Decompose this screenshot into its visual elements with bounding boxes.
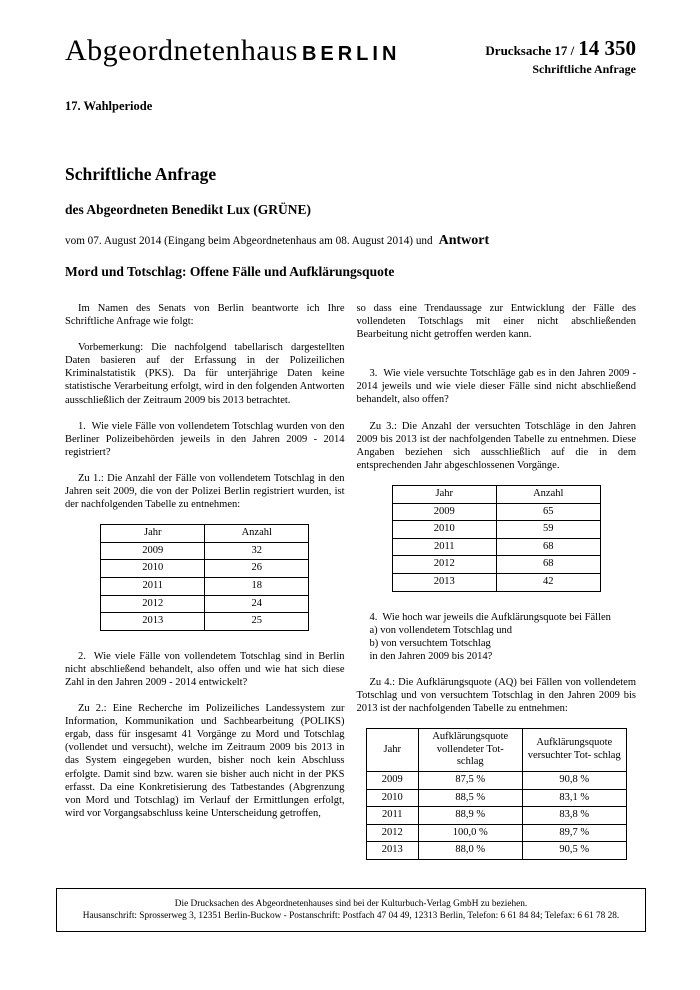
drucksache-label: Drucksache 17 /: [485, 43, 575, 58]
left-column: [65, 302, 345, 879]
table-cell: 2012: [366, 824, 418, 842]
table-cell: 88,5 %: [418, 789, 522, 807]
table-cell: 32: [205, 542, 309, 560]
document-header: [0, 0, 700, 77]
table-header-cell: Aufklärungsquote vollendeter Tot- schlag: [418, 729, 522, 772]
table-cell: 89,7 %: [522, 824, 626, 842]
table-cell: 26: [205, 560, 309, 578]
table-row: [101, 595, 309, 613]
table-cell: 18: [205, 578, 309, 596]
table-cell: 2011: [366, 807, 418, 825]
table-row: [101, 613, 309, 631]
table-header-row: [366, 729, 626, 772]
table-completed-homicides: [100, 524, 309, 631]
table-cell: 87,5 %: [418, 771, 522, 789]
table-cell: 2013: [101, 613, 205, 631]
table-cell: 2011: [392, 538, 496, 556]
table-row: [392, 521, 600, 539]
table-attempted-homicides: [392, 485, 601, 592]
document-subtype: Schriftliche Anfrage: [532, 62, 636, 76]
table-row: [392, 503, 600, 521]
brand-sans-text: BERLIN: [301, 43, 401, 65]
date-text: vom 07. August 2014 (Eingang beim Abgeordnetenhaus am 08. August 2014) und: [65, 235, 433, 247]
preliminary-remark: Vorbemerkung: Die nachfolgend tabellarisch dargestellten Daten basieren auf der Erfassung in der Polizeilichen Kriminalstatistik (PKS). Da für unterjährige Daten keine statistische Verarbeitung erfolgt, wird in den folgenden Antworten ausschließlich der Zeitraum 2009 bis 2013 betrachtet.: [65, 342, 345, 406]
table-cell: 2013: [366, 842, 418, 860]
drucksache-number: 14 350: [578, 36, 636, 60]
parliament-logo: [65, 34, 400, 68]
table-cell: 2009: [366, 771, 418, 789]
table-cell: 2012: [101, 595, 205, 613]
table-cell: 2009: [101, 542, 205, 560]
table-cell: 2010: [101, 560, 205, 578]
table-cell: 88,0 %: [418, 842, 522, 860]
drucksache-line: [485, 36, 636, 61]
table-row: [366, 807, 626, 825]
table-row: [101, 560, 309, 578]
date-line: [65, 233, 635, 249]
table-cell: 2013: [392, 573, 496, 591]
table-row: [366, 824, 626, 842]
table-cell: 2010: [392, 521, 496, 539]
footer-line-1: Die Drucksachen des Abgeordnetenhauses sind bei der Kulturbuch-Verlag GmbH zu beziehen.: [174, 899, 528, 909]
answer-3: Zu 3.: Die Anzahl der versuchten Totschläge in den Jahren 2009 bis 2013 ist der nachfolgenden Tabelle zu entnehmen. Diese Angaben beziehen sich ausschließlich auf die in dem entsprechenden Jahr abgeschlossenen Vorgänge.: [356, 420, 636, 471]
table-cell: 90,5 %: [522, 842, 626, 860]
table-cell: 2012: [392, 556, 496, 574]
table-header-cell: Aufklärungsquote versuchter Tot- schlag: [522, 729, 626, 772]
table-header-cell: Jahr: [101, 525, 205, 543]
brand-serif-text: Abgeordnetenhaus: [65, 34, 298, 67]
title-block: [0, 164, 700, 280]
document-reference: [485, 36, 636, 77]
question-4-intro: 4. Wie hoch war jeweils die Aufklärungsquote bei Fällen: [369, 611, 611, 623]
table-header-cell: Anzahl: [205, 525, 309, 543]
answer-2-continued: so dass eine Trendaussage zur Entwicklung der Fälle des vollendeten Totschlags mit einer nicht abschließenden Bearbeitung nicht getroffen werden kann.: [356, 303, 636, 341]
answer-label: Antwort: [438, 233, 490, 248]
footer-box: [56, 888, 646, 932]
table-row: [366, 842, 626, 860]
election-period: 17. Wahlperiode: [65, 99, 153, 113]
question-3: 3. Wie viele versuchte Totschläge gab es in den Jahren 2009 - 2014 jeweils und wie viele dieser Fälle sind nicht abschließend behandelt, also offen?: [356, 368, 636, 406]
table-clearance-rates: [366, 728, 627, 860]
table-row: [392, 538, 600, 556]
question-4-item-c: in den Jahren 2009 bis 2014?: [369, 650, 493, 662]
body-columns: [0, 302, 700, 879]
table-row: [366, 771, 626, 789]
author-line: des Abgeordneten Benedikt Lux (GRÜNE): [65, 202, 312, 217]
table-cell: 65: [496, 503, 600, 521]
table-cell: 2011: [101, 578, 205, 596]
page-title: Schriftliche Anfrage: [65, 164, 217, 184]
table-header-cell: Jahr: [366, 729, 418, 772]
intro-paragraph: Im Namen des Senats von Berlin beantworte ich Ihre Schriftliche Anfrage wie folgt:: [65, 303, 345, 328]
table-cell: 90,8 %: [522, 771, 626, 789]
table-cell: 24: [205, 595, 309, 613]
table-cell: 100,0 %: [418, 824, 522, 842]
table-cell: 42: [496, 573, 600, 591]
table-cell: 68: [496, 556, 600, 574]
question-2: 2. Wie viele Fälle von vollendetem Totschlag sind in Berlin nicht abschließend behandelt, also offen und wie hat sich diese Zahl in den Jahren 2009 - 2014 entwickelt?: [65, 650, 345, 688]
question-4: [357, 611, 637, 663]
table-cell: 2009: [392, 503, 496, 521]
table-row: [101, 542, 309, 560]
table-cell: 2010: [366, 789, 418, 807]
answer-2: Zu 2.: Eine Recherche im Polizeiliches Landessystem zur Information, Kommunikation und Sachbearbeitung (POLIKS) ergab, dass für insgesamt 41 Vorgänge zu Mord und Totschlag (vollendet und versucht), welche im Zeitraum 2009 bis 2013 in das System eingegeben wurden, bisher noch kein Abschluss erfolgte. Damit sind bzw. waren sie bisher auch nicht in der PKS erfasst. Da eine Konkretisierung des Tatbestandes (Abgrenzung von Mord und Totschlag) im Verlauf der Ermittlungen erfolgt, wird vor Vorgangsabschluss keine Unterscheidung getroffen,: [65, 703, 345, 819]
table-header-row: [101, 525, 309, 543]
table-header-row: [392, 485, 600, 503]
table-cell: 83,1 %: [522, 789, 626, 807]
table-cell: 83,8 %: [522, 807, 626, 825]
table-row: [101, 578, 309, 596]
table-cell: 88,9 %: [418, 807, 522, 825]
question-1: 1. Wie viele Fälle von vollendetem Totschlag wurden von den Berliner Polizeibehörden jeweils in den Jahren 2009 - 2014 registriert?: [65, 420, 345, 458]
table-cell: 25: [205, 613, 309, 631]
table-row: [392, 556, 600, 574]
question-4-item-a: a) von vollendetem Totschlag und: [369, 624, 513, 636]
question-4-item-b: b) von versuchtem Totschlag: [369, 637, 491, 649]
table-cell: 59: [496, 521, 600, 539]
answer-1: Zu 1.: Die Anzahl der Fälle von vollendetem Totschlag in den Jahren seit 2009, die von der Polizei Berlin registriert wurden, ist der nachfolgenden Tabelle zu entnehmen:: [65, 472, 345, 511]
right-column: [357, 302, 637, 879]
table-header-cell: Jahr: [392, 485, 496, 503]
table-row: [366, 789, 626, 807]
table-cell: 68: [496, 538, 600, 556]
table-row: [392, 573, 600, 591]
table-header-cell: Anzahl: [496, 485, 600, 503]
answer-4: Zu 4.: Die Aufklärungsquote (AQ) bei Fällen von vollendetem Totschlag und von versuchtem Totschlag in den Jahren 2009 bis 2013 ist der nachfolgenden Tabelle zu entnehmen:: [356, 676, 636, 715]
subject-title: Mord und Totschlag: Offene Fälle und Aufklärungsquote: [65, 264, 395, 279]
footer-line-2: Hausanschrift: Sprosserweg 3, 12351 Berlin-Buckow - Postanschrift: Postfach 47 04 49, 12313 Berlin, Telefon: 6 61 84 84; Telefax: 6 61 78 28.: [82, 911, 620, 921]
